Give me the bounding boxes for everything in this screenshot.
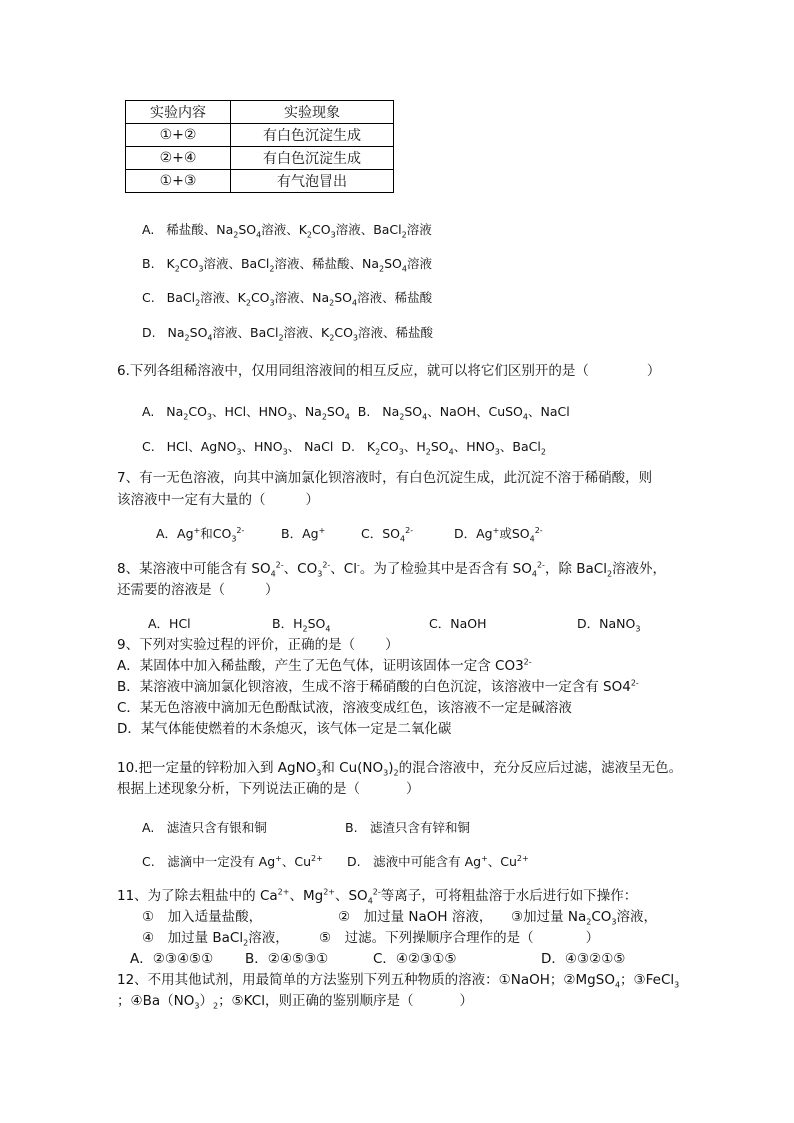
option-11b: B．②④⑤③① [245, 951, 329, 967]
table-header-cell: 实验内容 [126, 101, 231, 124]
question-6-stem [117, 363, 660, 379]
text: 溶液、稀盐酸、Na [274, 256, 379, 271]
text: 稀盐酸、Na [166, 222, 234, 237]
option-11c: C．④②③①⑤ [373, 951, 457, 967]
question-7-line1: 7、有一无色溶液，向其中滴加氯化钡溶液时，有白色沉淀生成，此沉淀不溶于稀硝酸，则 [117, 470, 653, 486]
subscript: 3 [269, 298, 275, 308]
subscript: 2 [245, 298, 251, 308]
subscript: 2 [278, 333, 284, 343]
question-10-line2 [117, 781, 420, 797]
text: 溶液、稀盐酸 [357, 290, 433, 305]
subscript: 4 [207, 333, 213, 343]
question-text: 该溶液中一定有大量的（ [117, 492, 266, 508]
question-12-line1: 12、不用其他试剂，用最简单的方法鉴别下列五种物质的溶液：①NaOH；②MgSO$_4$；③FeCl$_3$ [117, 972, 680, 990]
subscript: 2 [306, 230, 313, 240]
text: 溶液、K [261, 222, 307, 237]
option-6b: B. $Na_2SO_4$、NaOH、CuSO$_4$、NaCl [357, 404, 570, 422]
subscript: 4 [352, 298, 358, 308]
text: SO [334, 290, 353, 305]
option-8a: A．HCl [148, 616, 191, 631]
option-6c: C. HCl、AgNO$_3$、$HNO_3$、 NaCl [142, 439, 334, 457]
subscript: 3 [330, 230, 336, 240]
subscript: 2 [401, 230, 407, 240]
text: BaCl [166, 290, 196, 305]
table-cell: ①+② [126, 124, 231, 147]
question-12-line2: ；$④Ba(NO_3)_2$；⑤KCl，则正确的鉴别顺序是（ ） [117, 993, 473, 1011]
option-10d: D. 滤液中可能含有 Ag+、$Cu^{2+}$ [347, 853, 529, 869]
option-5d [142, 325, 433, 341]
option-10c: C. 滤滴中一定没有 Ag+、$Cu^{2+}$ [142, 853, 323, 869]
subscript: 4 [401, 264, 407, 274]
option-8c: C．NaOH [429, 616, 487, 631]
option-11a: A．②③④⑤① [130, 951, 214, 967]
option-9d: D．某气体能使燃着的木条熄灭，该气体一定是二氧化碳 [117, 721, 452, 737]
question-8-line2 [117, 582, 279, 598]
option-7d: D．Ag+或$SO_4^{2-}$ [454, 525, 543, 544]
text: 溶液、BaCl [212, 325, 279, 340]
question-9-stem [117, 637, 399, 653]
text: SO [384, 256, 402, 271]
subscript: 3 [198, 264, 204, 274]
text: K [166, 256, 175, 271]
option-5b [142, 256, 432, 272]
text: 溶液、BaCl [335, 222, 402, 237]
question-text: 还需要的溶液是（ [117, 582, 225, 598]
option-7c: C．$SO_4^{2-}$ [361, 525, 414, 544]
option-8d: D．NaNO$_3$ [577, 616, 641, 634]
option-5a [142, 222, 432, 238]
option-9b: B．某溶液中滴加氯化钡溶液，生成不溶于稀硝酸的白色沉淀，该溶液中一定含有 $SO4^{2-}$ [117, 678, 639, 695]
option-11d: D．④③②①⑤ [541, 951, 626, 967]
question-11-line1: 11、为了除去粗盐中的 $Ca^{2+}$、$Mg^{2+}$、$SO_4^{2-}$等离子，可将粗盐溶于水后进行如下操作： [117, 887, 638, 906]
table-cell: ①+③ [126, 170, 231, 193]
table-cell: ②+④ [126, 147, 231, 170]
option-10b: B. 滤渣只含有锌和铜 [345, 820, 471, 835]
table-cell: 有气泡冒出 [231, 170, 394, 193]
paren: ） [305, 492, 319, 508]
table-cell: 有白色沉淀生成 [231, 147, 394, 170]
text: 溶液 [406, 222, 432, 237]
table-header-row [126, 101, 394, 124]
text: 溶液、Na [274, 290, 330, 305]
subscript: 2 [329, 298, 335, 308]
text: 溶液、稀盐酸 [358, 325, 434, 340]
subscript: 2 [184, 333, 190, 343]
subscript: 2 [329, 333, 335, 343]
subscript: 3 [352, 333, 359, 343]
text: 溶液、K [283, 325, 330, 340]
question-8-line1: 8、某溶液中可能含有 $SO_4^{2-}$、$CO_3^{2-}$、Cl-。为了检验其中是否含有 $SO_4^{2-}$，除 BaCl$_2$溶液外， [117, 560, 667, 579]
subscript: 2 [233, 230, 239, 240]
question-7-line2 [117, 492, 319, 508]
paren: ） [385, 637, 399, 653]
option-letter: C. [142, 290, 155, 305]
table-row [126, 170, 394, 193]
option-5c [142, 290, 432, 306]
question-text: ⑤ 过滤。下列操顺序合理作的是（ [319, 930, 534, 946]
experiment-table [125, 100, 394, 193]
table-row [126, 147, 394, 170]
paren: ） [265, 582, 279, 598]
operation-4: ④ 加过量 BaCl$_2$溶液， [142, 930, 289, 948]
option-9c: C．某无色溶液中滴加无色酚酞试液，溶液变成红色，该溶液不一定是碱溶液 [117, 700, 572, 716]
subscript: 2 [195, 298, 201, 308]
text: CO [250, 290, 270, 305]
question-text: 根据上述现象分析，下列说法正确的是（ [117, 781, 360, 797]
question-10-line1: 10.把一定量的锌粉加入到 AgNO$_3$和 $Cu(NO_3)_2$的混合溶液中，充分反应后过滤，滤液呈无色。 [117, 760, 683, 778]
text: CO [334, 325, 353, 340]
paren: ） [646, 363, 661, 379]
option-8b: B．$H_2SO_4$ [272, 616, 331, 634]
option-9a: A．某固体中加入稀盐酸，产生了无色气体，证明该固体一定含 $CO3^{2-}$ [117, 657, 532, 674]
subscript: 4 [256, 230, 262, 240]
option-letter: D. [142, 325, 156, 340]
text: Na [167, 325, 185, 340]
subscript: 2 [174, 264, 180, 274]
operation-3: ③加过量 $Na_2CO_3$溶液， [511, 909, 658, 927]
subscript: 2 [379, 264, 385, 274]
question-6-options-ab [142, 404, 570, 420]
table-row [126, 124, 394, 147]
option-letter: B. [142, 256, 155, 271]
option-letter: A. [142, 222, 155, 237]
question-text: 6.下列各组稀溶液中，仅用同组溶液间的相互反应，就可以将它们区别开的是（ [117, 363, 589, 379]
option-10a: A. 滤渣只含有银和铜 [142, 820, 267, 835]
operation-5 [319, 930, 599, 946]
table-cell: 有白色沉淀生成 [231, 124, 394, 147]
text: 溶液、BaCl [203, 256, 270, 271]
text: SO [238, 222, 257, 237]
option-7b: B．Ag+ [281, 525, 326, 541]
question-6-options-cd [142, 439, 546, 455]
subscript: 2 [269, 264, 275, 274]
text: 溶液、K [200, 290, 246, 305]
text: CO [179, 256, 199, 271]
text: 溶液 [406, 256, 432, 271]
option-7a: A．Ag+和$CO_3^{2-}$ [156, 525, 245, 544]
option-6d: D. $K_2CO_3$、$H_2SO_4$、$HNO_3$、BaCl$_2$ [341, 439, 546, 457]
operation-1: ① 加入适量盐酸， [142, 909, 263, 925]
paren: ） [459, 993, 473, 1009]
question-text: 9、下列对实验过程的评价，正确的是（ [117, 637, 356, 653]
paren: ） [406, 781, 420, 797]
paren: ） [585, 930, 600, 946]
text: SO [189, 325, 208, 340]
operation-2: ② 加过量 NaOH 溶液， [338, 909, 493, 925]
table-header-cell: 实验现象 [231, 101, 394, 124]
option-6a: A. $Na_2CO_3$、HCl、$HNO_3$、$Na_2SO_4$ [142, 404, 350, 422]
text: CO [312, 222, 331, 237]
